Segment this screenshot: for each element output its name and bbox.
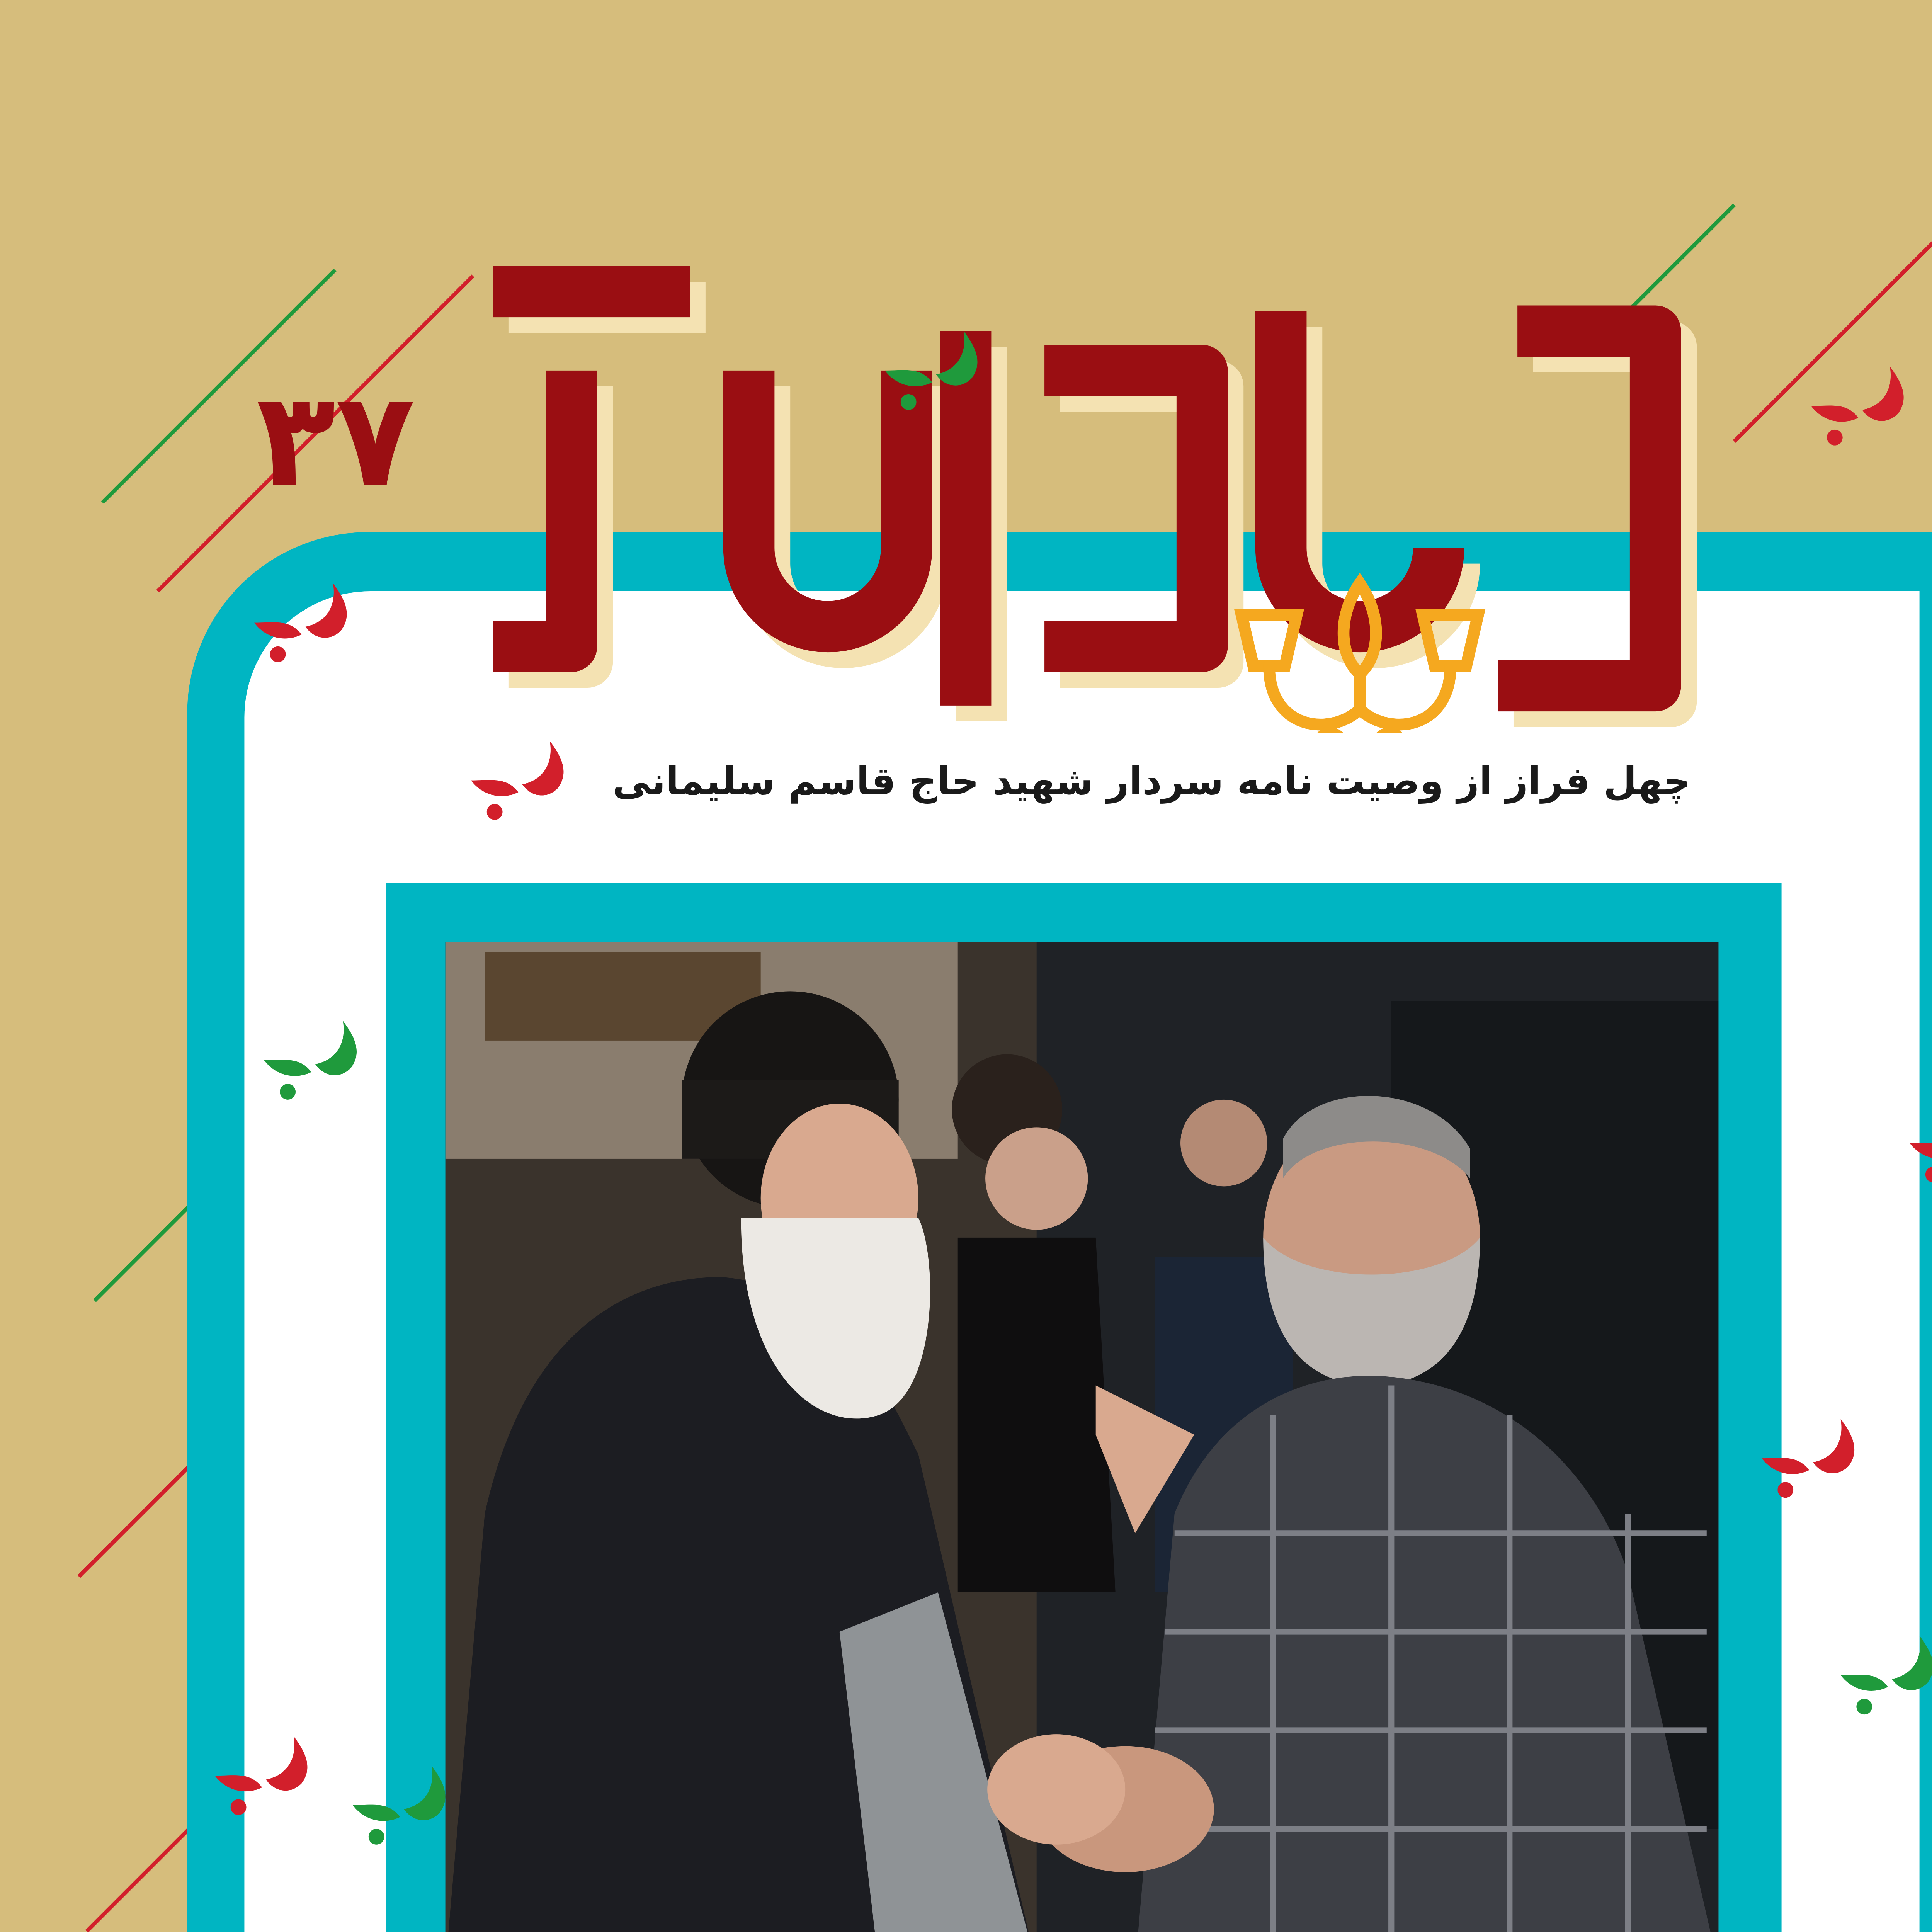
subtitle: چهل فراز از وصیت نامه سردار شهید حاج قاسم سلیمانی (612, 759, 1691, 804)
issue-number: ۳۷ (256, 364, 415, 517)
